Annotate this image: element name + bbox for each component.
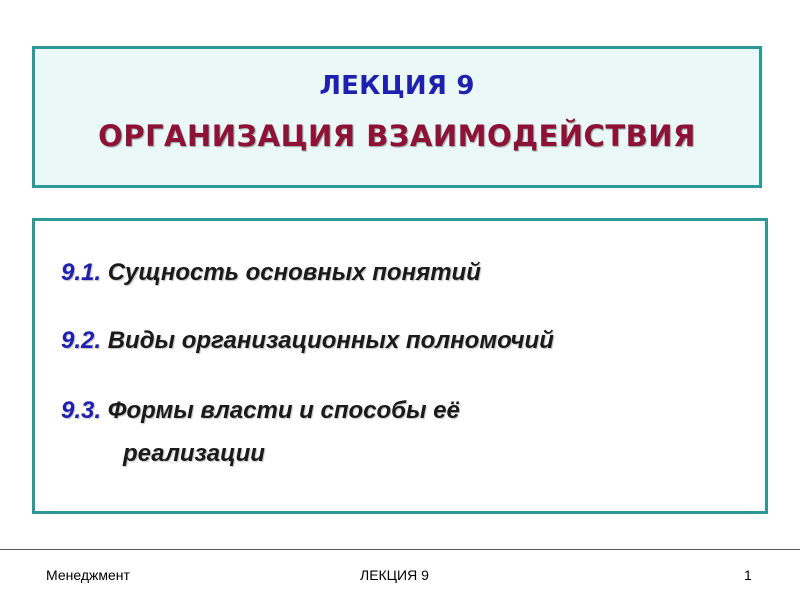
list-item	[61, 327, 554, 355]
footer-course-name: Менеджмент	[46, 567, 130, 583]
list-item	[61, 397, 460, 425]
list-item	[61, 259, 481, 287]
contents-box	[32, 218, 768, 514]
item-number: 9.3.	[61, 397, 102, 424]
item-text: Формы власти и способы её	[101, 397, 460, 424]
title-box	[32, 46, 762, 188]
item-number: 9.2.	[61, 327, 102, 354]
footer-page-number: 1	[744, 567, 752, 583]
lecture-number-title: ЛЕКЦИЯ 9	[319, 71, 475, 101]
item-number: 9.1.	[61, 259, 102, 286]
footer-divider	[0, 549, 800, 550]
footer-lecture-label: ЛЕКЦИЯ 9	[360, 567, 429, 583]
item-text: Виды организационных полномочий	[101, 327, 554, 354]
item-text-continuation: реализации	[123, 440, 265, 467]
item-text: Сущность основных понятий	[101, 259, 481, 286]
lecture-topic-title: ОРГАНИЗАЦИЯ ВЗАИМОДЕЙСТВИЯ	[98, 119, 696, 153]
